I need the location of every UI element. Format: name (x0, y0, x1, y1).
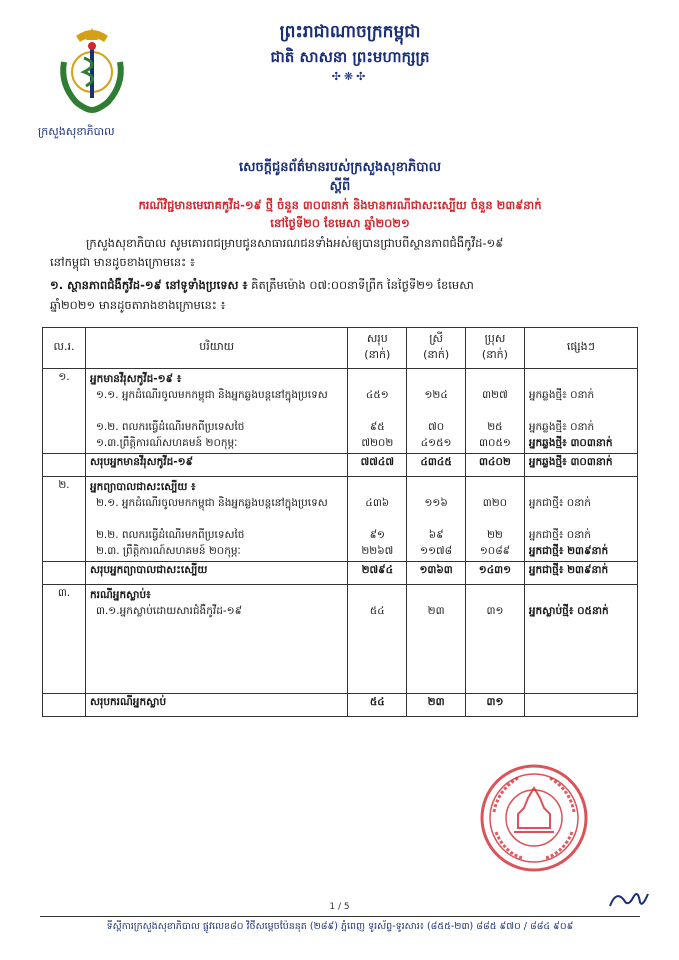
row-note: អ្នកជាថ្មី៖ ២៣៩នាក់ (528, 545, 609, 557)
header-total: សរុប (នាក់) (348, 328, 407, 369)
row-description: ១.៣.ព្រឹត្តិការណ៍សហគមន៍ ២០កុម្ភៈ (95, 437, 238, 449)
summary-male: ៣១ (466, 694, 525, 717)
summary-female: ១៣៦៣ (407, 562, 466, 585)
summary-female: ២៣ (407, 694, 466, 717)
row-male: ១០៨៩ (479, 545, 511, 557)
title-block (40, 158, 640, 232)
row-female: ៧០ (428, 421, 445, 433)
spacer (529, 587, 633, 603)
male-column (466, 477, 525, 562)
summary-female: ៤៣៤៥ (407, 454, 466, 477)
blank-space (411, 619, 461, 691)
female-column (407, 477, 466, 562)
total-column (348, 477, 407, 562)
footer-address: ទីស្តីការក្រសួងសុខាភិបាល ផ្លូវលេខ៨០ វិថីសម្តេចប៉ែននុត (២៨៩) ភ្នំពេញ ទូរស័ព្ទ-ទូរសារ៖ (៨៥៥-២៣) ៨៨៥ ៩៧០ / ៨៨៤ ៩០៩ (106, 921, 574, 932)
group-title: អ្នកមានវីរុសកូវីដ-១៩ ៖ (89, 373, 182, 385)
title-line-2: ស្តីពី (329, 179, 351, 194)
spacer (411, 479, 461, 495)
summary-total: ៧៧៤៧ (348, 454, 407, 477)
blank-space (352, 619, 402, 691)
row-total: ៩៥ (369, 421, 385, 433)
section-1 (50, 275, 640, 315)
row-female: ១២៤ (424, 389, 448, 401)
group-title: ករណីអ្នកស្លាប់៖ (89, 589, 151, 601)
summary-row (43, 562, 638, 585)
title-line-4: នៅថ្ងៃទី២០ ខែមេសា ឆ្នាំ២០២១ (270, 216, 410, 230)
row-total: ៤៣៦ (365, 497, 390, 509)
header-female: ស្រី (នាក់) (407, 328, 466, 369)
spacer (352, 479, 402, 495)
section-1-heading: ១. ស្ថានភាពជំងឺកូវីដ-១៩ នៅទូទាំងប្រទេស ៖ (50, 278, 248, 292)
title-line-3: ករណីវិជ្ជមានមេរោគកូវីដ-១៩ ថ្មី ចំនួន ៣០៣នាក់ និងមានករណីជាសះស្បើយ ចំនួន ២៣៩នាក់ (138, 198, 542, 212)
table-row (43, 369, 638, 454)
row-note: អ្នកឆ្លងថ្មី៖ ០នាក់ (528, 421, 595, 433)
row-note: អ្នកជាថ្មី៖ ០នាក់ (528, 497, 591, 509)
summary-label: សរុបអ្នកមានវីរុសកូវីដ-១៩ (85, 454, 347, 477)
row-female: ១១៦ (424, 497, 448, 509)
summary-male: ៣៤០២ (466, 454, 525, 477)
summary-note (524, 694, 637, 717)
section-1-text-1: គិតត្រឹមម៉ោង ០៧:០០នាទីព្រឹក នៃថ្ងៃទី២១ ខែមេសា (247, 278, 474, 292)
row-male: ៣២៧ (482, 389, 508, 401)
blank-space (90, 619, 343, 691)
spacer (352, 371, 402, 387)
table-row (43, 477, 638, 562)
row-male: ៣២០ (482, 497, 508, 509)
row-note: អ្នកឆ្លងថ្មី៖ ៣០៣នាក់ (528, 437, 613, 449)
row-description: ២.២. ពលករធ្វើដំណើរមកពីប្រទេសថៃ (95, 529, 245, 541)
group-description (85, 477, 347, 562)
footer-divider (40, 916, 640, 917)
row-description: ១.១. អ្នកដំណើរចូលមកកម្ពុជា និងអ្នកឆ្លងបន្តនៅក្នុងប្រទេស (95, 389, 328, 401)
row-note: អ្នកស្លាប់ថ្មី៖ ០៥នាក់ (528, 605, 609, 617)
summary-total: ២៧៩៤ (348, 562, 407, 585)
row-total: ៧២០២ (361, 437, 394, 449)
spacer (411, 587, 461, 603)
row-male: ២៥ (487, 421, 503, 433)
kingdom-header (200, 20, 500, 83)
group-description (85, 369, 347, 454)
spacer (470, 371, 520, 387)
row-female: ២៣ (427, 605, 445, 617)
spacer (470, 587, 520, 603)
group-title: អ្នកព្យាបាលជាសះស្បើយ ៖ (89, 481, 196, 493)
group-number: ២. (43, 477, 86, 562)
group-number: ៣. (43, 585, 86, 694)
header-note: ផ្សេងៗ (524, 328, 637, 369)
group-description (85, 585, 347, 694)
row-total: ៥៤ (369, 605, 385, 617)
title-line-1: សេចក្តីជូនព័ត៌មានរបស់ក្រសួងសុខាភិបាល (239, 160, 441, 175)
page-number: 1 / 5 (329, 902, 350, 912)
row-female: ១១៧៨ (420, 545, 453, 557)
summary-row (43, 694, 638, 717)
official-seal-stamp (478, 762, 590, 874)
total-column (348, 585, 407, 694)
row-male: ២២ (486, 529, 503, 541)
summary-note: អ្នកឆ្លងថ្មី៖ ៣០៣នាក់ (524, 454, 637, 477)
blank-space (529, 619, 633, 691)
note-column (524, 477, 637, 562)
row-note: អ្នកជាថ្មី៖ ០នាក់ (528, 529, 591, 541)
intro-paragraph (50, 234, 640, 272)
ministry-logo-icon (46, 22, 138, 118)
intro-line-2: នៅកម្ពុជា មានដូចខាងក្រោមនេះ ៖ (50, 255, 195, 269)
spacer (352, 587, 402, 603)
spacer (529, 479, 633, 495)
male-column (466, 369, 525, 454)
note-column (524, 585, 637, 694)
spacer (529, 371, 633, 387)
female-column (407, 369, 466, 454)
row-male: ៣១ (486, 605, 504, 617)
summary-label: សរុបករណីអ្នកស្លាប់ (85, 694, 347, 717)
summary-note: អ្នកជាថ្មី៖ ២៣៩នាក់ (524, 562, 637, 585)
total-column (348, 369, 407, 454)
covid-stats-table (42, 327, 638, 717)
summary-male: ១៤៣១ (466, 562, 525, 585)
summary-total: ៥៤ (348, 694, 407, 717)
row-note: អ្នកឆ្លងថ្មី៖ ០នាក់ (528, 389, 595, 401)
row-male: ៣០៥១ (479, 437, 511, 449)
row-description: ៣.១.អ្នកស្លាប់ដោយសារជំងឺកូវីដ-១៩ (95, 605, 243, 617)
row-female: ៤១៥១ (420, 437, 452, 449)
header-no: ល.រ. (43, 328, 86, 369)
ministry-name: ក្រសួងសុខាភិបាល (38, 125, 115, 138)
note-column (524, 369, 637, 454)
table-header-row (43, 328, 638, 369)
row-description: ២.៣. ព្រឹត្តិការណ៍សហគមន៍ ២០កុម្ភៈ (95, 545, 241, 557)
spacer (411, 371, 461, 387)
summary-blank (43, 562, 86, 585)
kingdom-name: ព្រះរាជាណាចក្រកម្ពុជា (279, 22, 421, 42)
summary-label: សរុបអ្នកព្យាបាលជាសះស្បើយ (85, 562, 347, 585)
female-column (407, 585, 466, 694)
male-column (466, 585, 525, 694)
summary-blank (43, 694, 86, 717)
summary-blank (43, 454, 86, 477)
row-total: ២២៦៧ (361, 545, 394, 557)
row-description: ២.១. អ្នកដំណើរចូលមកកម្ពុជា និងអ្នកឆ្លងបន្តនៅក្នុងប្រទេស (95, 497, 328, 509)
summary-row (43, 454, 638, 477)
blank-space (470, 619, 520, 691)
row-female: ៦៩ (428, 529, 444, 541)
header-male: ប្រុស (នាក់) (466, 328, 525, 369)
row-description: ១.២. ពលករធ្វើដំណើរមកពីប្រទេសថៃ (95, 421, 245, 433)
section-1-text-2: ឆ្នាំ២០២១ មានដូចតារាងខាងក្រោមនេះ ៖ (50, 298, 226, 312)
header-description: បរិយាយ (85, 328, 347, 369)
group-number: ១. (43, 369, 86, 454)
ornament-divider: ✣❋✣ (331, 70, 369, 83)
intro-line-1: ក្រសួងសុខាភិបាល សូមគោរពជម្រាបជូនសាធារណជនទាំងអស់ឲ្យបានជ្រាបពីស្ថានភាពជំងឺកូវីដ-១៩ (86, 236, 504, 250)
spacer (470, 479, 520, 495)
row-total: ៩១ (369, 529, 385, 541)
table-row (43, 585, 638, 694)
row-total: ៤៥១ (365, 389, 389, 401)
national-motto: ជាតិ សាសនា ព្រះមហាក្សត្រ (270, 48, 430, 66)
